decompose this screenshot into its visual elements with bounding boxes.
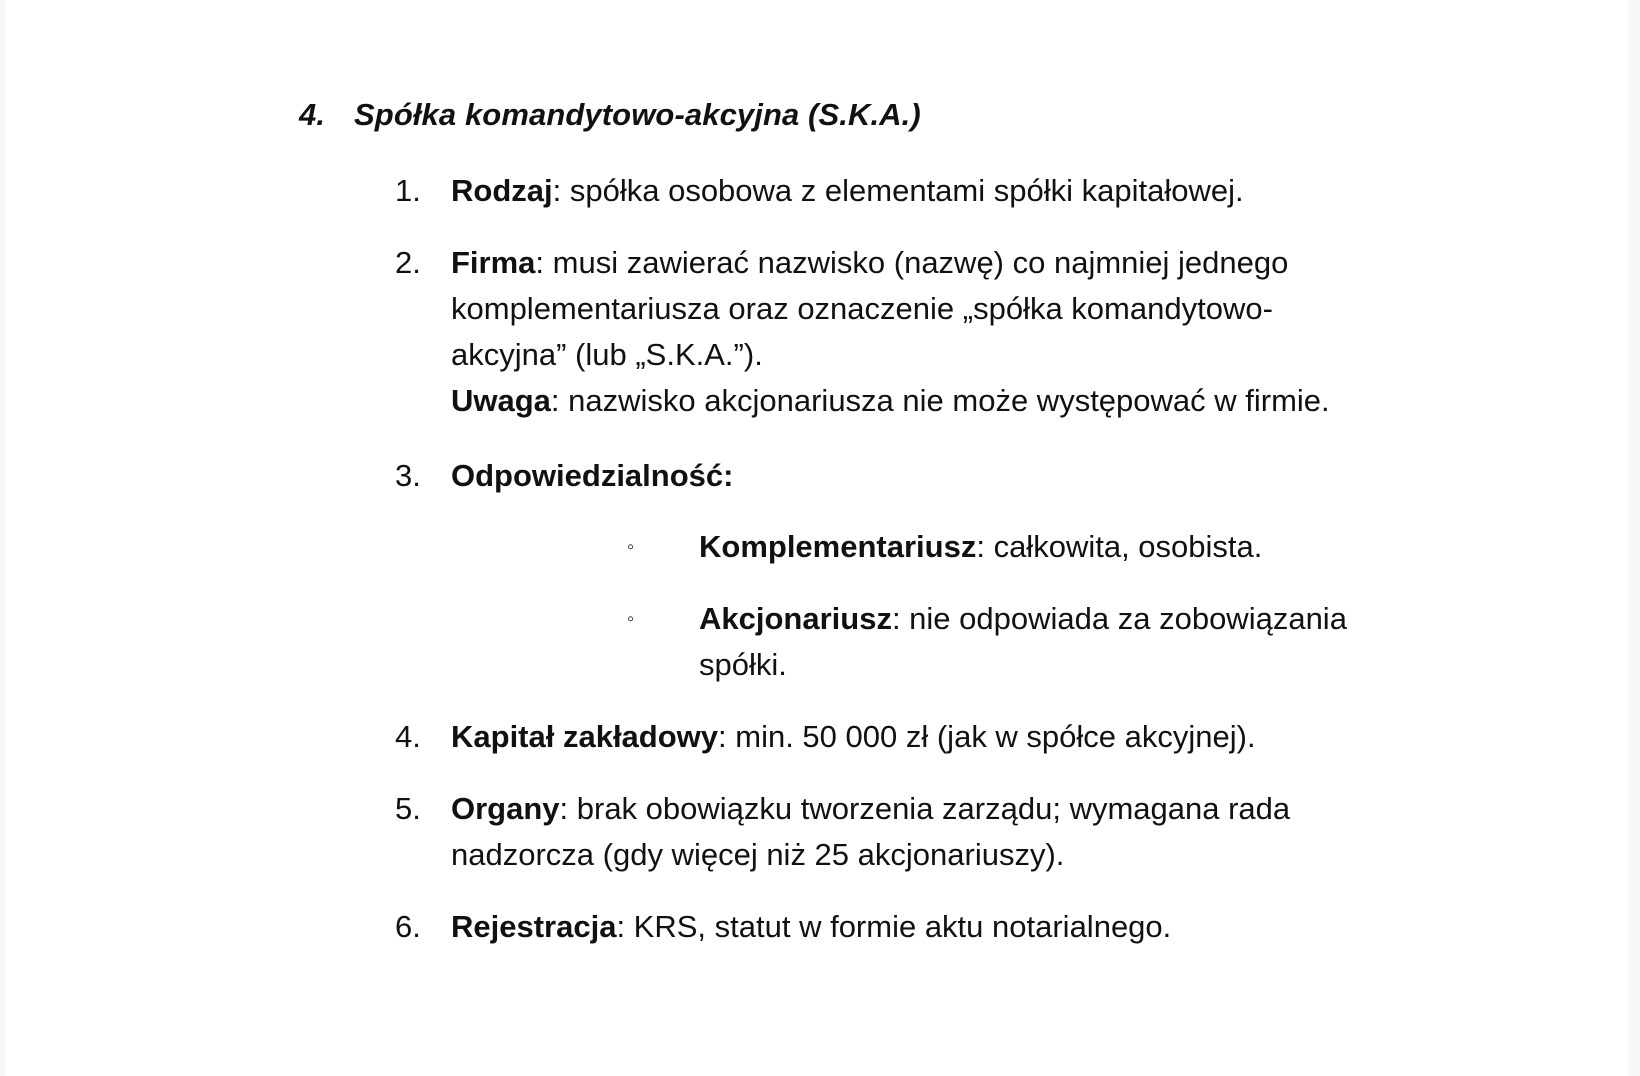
item-text: : min. 50 000 zł (jak w spółce akcyjnej). [718,719,1256,754]
sub-item-term: Komplementariusz [699,529,977,564]
list-item-firma [395,240,1355,424]
sub-item-term: Akcjonariusz [699,601,892,636]
item-term: Firma [451,245,536,280]
list-item-organy [395,786,1455,878]
list-marker: 5. [395,791,421,826]
list-item-rodzaj [395,168,1455,214]
sub-item-text: : całkowita, osobista. [976,529,1263,564]
item-text: : spółka osobowa z elementami spółki kapitałowej. [552,173,1244,208]
item-term: Rodzaj [451,173,553,208]
list-item-kapital [395,714,1455,760]
item-term: Organy [451,791,560,826]
section-heading [299,97,921,133]
list-marker: 3. [395,458,421,493]
list-item-odpowiedzialnosc [395,453,1455,499]
list-marker: 2. [395,245,421,280]
item-term: Odpowiedzialność: [451,458,734,493]
sub-item-akcjonariusz [627,596,1407,688]
note-term: Uwaga [451,383,551,418]
section-title: Spółka komandytowo-akcyjna (S.K.A.) [354,97,921,132]
list-marker: 4. [395,719,421,754]
bullet-icon: ◦ [627,608,635,630]
item-term: Rejestracja [451,909,617,944]
note-text: : nazwisko akcjonariusza nie może występować w firmie. [550,383,1330,418]
list-marker: 1. [395,173,421,208]
section-number: 4. [299,97,326,132]
sub-item-komplementariusz [627,524,1407,570]
document-page [5,0,1628,1076]
item-term: Kapitał zakładowy [451,719,719,754]
item-text: : KRS, statut w formie aktu notarialnego. [616,909,1172,944]
item-text: : brak obowiązku tworzenia zarządu; wymagana rada nadzorcza (gdy więcej niż 25 akcjonariuszy). [451,791,1291,872]
item-text: : musi zawierać nazwisko (nazwę) co najmniej jednego komplementariusza oraz oznaczenie „spółka komandytowo-akcyjna” (lub „S.K.A.”). [451,245,1289,372]
sub-item-text: : nie odpowiada za zobowiązania spółki. [699,601,1347,682]
list-marker: 6. [395,909,421,944]
list-item-rejestracja [395,904,1455,950]
bullet-icon: ◦ [627,536,635,558]
